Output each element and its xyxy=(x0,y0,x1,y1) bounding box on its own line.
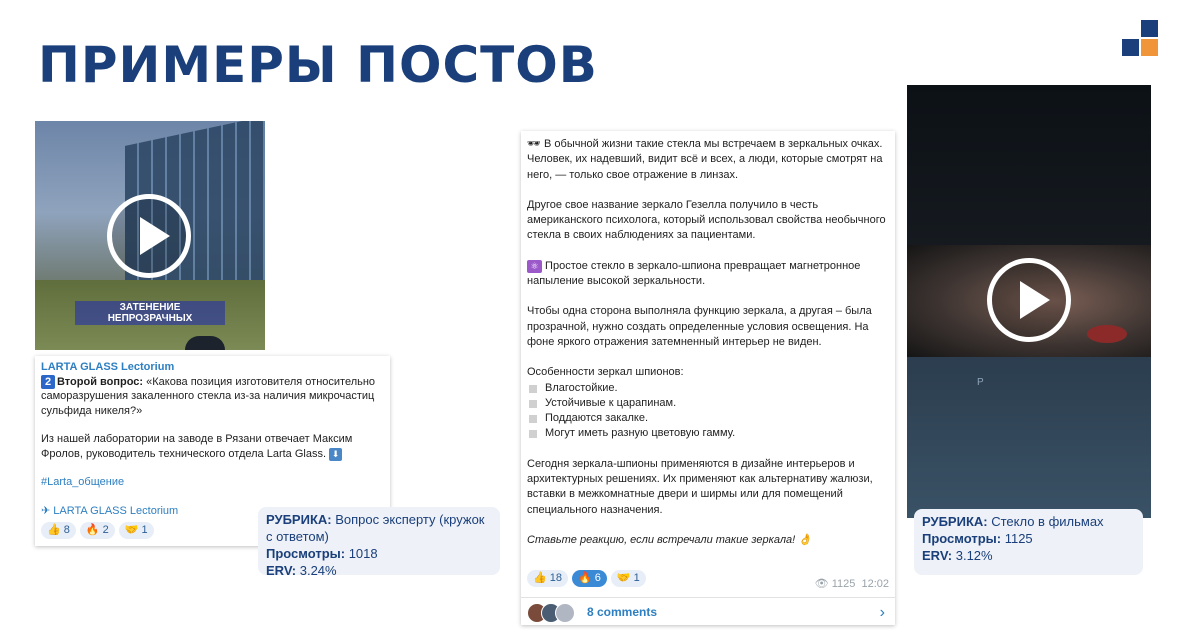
question-text: «Какова позиция изготовителя относительно саморазрушения закаленного стекла из-за наличия микрочастиц сульфида никеля?» xyxy=(41,375,376,417)
erv-value: 3.12% xyxy=(952,548,993,563)
film-still-lower xyxy=(907,357,1151,518)
rubric-value: Стекло в фильмах xyxy=(987,514,1104,529)
watermark-text: P xyxy=(977,377,984,388)
play-icon[interactable] xyxy=(987,258,1071,342)
erv-label: ERV: xyxy=(922,548,953,563)
post-list xyxy=(527,365,889,441)
post-card-spy-mirrors xyxy=(521,131,895,625)
rubric-label: РУБРИКА: xyxy=(266,512,332,527)
slide-title: ПРИМЕРЫ ПОСТОВ xyxy=(38,36,598,94)
post-paragraph-5: Сегодня зеркала-шпионы применяются в дизайне интерьеров и архитектурных решениях. Их применяют как альтернативу жалюзи, вставки в межкомнатные двери и ширмы или для помещений специального назначения. xyxy=(527,457,873,516)
views-label: Просмотры: xyxy=(266,546,346,561)
avatar xyxy=(555,603,575,623)
bullet-square-icon xyxy=(529,385,537,393)
channel-name[interactable]: LARTA GLASS Lectorium xyxy=(41,361,175,373)
reaction-thumbs-up[interactable]: 👍 18 xyxy=(527,570,568,587)
down-arrow-icon: ⬇ xyxy=(329,448,342,461)
post-paragraph-2: Другое свое название зеркало Гезелла получило в честь американского психолога, который использовал свойства необычного стекла в своих наблюдениях за пациентами. xyxy=(527,198,886,242)
reaction-handshake[interactable]: 🤝 1 xyxy=(611,570,646,587)
video-caption: ЗАТЕНЕНИЕ НЕПРОЗРАЧНЫХ xyxy=(75,301,225,325)
reaction-handshake[interactable]: 🤝 1 xyxy=(119,522,154,539)
person-image xyxy=(185,336,225,350)
list-item: Поддаются закалке. xyxy=(527,411,889,426)
eye-icon: 👁 xyxy=(814,578,829,590)
signature-text: LARTA GLASS Lectorium xyxy=(53,504,179,517)
plane-icon: ✈ xyxy=(41,504,51,517)
chevron-right-icon[interactable]: › xyxy=(879,604,885,622)
film-still-detail xyxy=(1087,325,1127,343)
post-paragraph-1: 🕶 В обычной жизни такие стекла мы встречаем в зеркальных очках. Человек, их надевший, видит всё и всех, а люди, которые смотрят на него, — только свое отражение в линзах. xyxy=(527,138,883,181)
answer-text: Из нашей лаборатории на заводе в Рязани отвечает Максим Фролов, руководитель технического отдела Larta Glass. xyxy=(41,433,353,460)
rubric-value: Вопрос эксперту (кружок с ответом) xyxy=(266,512,485,544)
list-item: Устойчивые к царапинам. xyxy=(527,396,889,411)
views-count: 1125 xyxy=(831,578,856,590)
reaction-thumbs-up[interactable]: 👍 8 xyxy=(41,522,76,539)
post-answer xyxy=(41,432,384,461)
number-two-icon: 2 xyxy=(41,375,55,389)
rubric-card-2 xyxy=(914,509,1143,575)
bullet-square-icon xyxy=(529,400,537,408)
rubric-label: РУБРИКА: xyxy=(922,514,988,529)
brand-logo-icon xyxy=(1122,20,1158,56)
views-value: 1125 xyxy=(1001,531,1033,546)
rubric-card-1 xyxy=(258,507,500,578)
erv-label: ERV: xyxy=(266,563,297,578)
hashtag-link[interactable]: #Larta_общение xyxy=(41,476,125,488)
avatar-group xyxy=(527,603,569,623)
post-meta xyxy=(815,577,889,592)
post-paragraph-4: Чтобы одна сторона выполняла функцию зеркала, а другая – была прозрачной, нужно создать определенные условия освещения. На фоне яркого отражения затемненный интерьер не виден. xyxy=(527,305,872,348)
post-paragraph-3: ⚛ Простое стекло в зеркало-шпиона превращает магнетронное напыление высокой зеркальности. xyxy=(527,259,861,288)
bullet-square-icon xyxy=(529,415,537,423)
list-item: Могут иметь разную цветовую гамму. xyxy=(527,426,889,441)
reactions-bar xyxy=(527,570,646,587)
reaction-fire[interactable]: 🔥 2 xyxy=(80,522,115,539)
divider xyxy=(521,597,895,598)
reactions-bar xyxy=(41,522,154,539)
post-call-to-action: Ставьте реакцию, если встречали такие зеркала! 👌 xyxy=(527,533,812,546)
post-question xyxy=(41,375,384,419)
views-value: 1018 xyxy=(345,546,378,561)
post-time: 12:02 xyxy=(861,578,889,590)
reaction-fire[interactable]: 🔥 6 xyxy=(572,570,607,587)
video-thumbnail-1[interactable] xyxy=(35,121,265,350)
comments-link[interactable]: 8 comments xyxy=(587,605,658,620)
video-thumbnail-2[interactable] xyxy=(907,85,1151,518)
question-label: Второй вопрос: xyxy=(57,375,144,388)
play-icon[interactable] xyxy=(107,194,191,278)
list-title: Особенности зеркал шпионов: xyxy=(527,366,684,379)
bullet-square-icon xyxy=(529,430,537,438)
comments-row[interactable] xyxy=(527,603,885,623)
views-label: Просмотры: xyxy=(922,531,1002,546)
erv-value: 3.24% xyxy=(296,563,337,578)
list-item: Влагостойкие. xyxy=(527,381,889,396)
atom-icon: ⚛ xyxy=(527,260,542,273)
